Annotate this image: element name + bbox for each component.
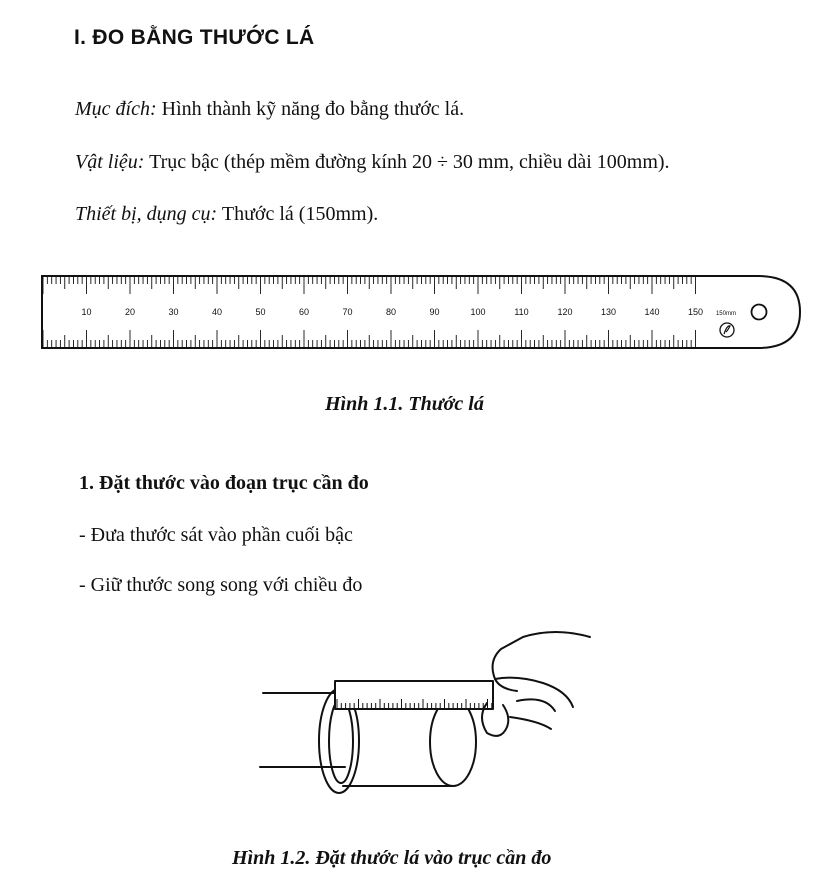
figure-2-caption: Hình 1.2. Đặt thước lá vào trục cần đo <box>232 847 552 869</box>
ruler-tick-label: 60 <box>298 307 310 317</box>
purpose-label: Mục đích: <box>75 98 157 120</box>
ruler-tick-label: 70 <box>342 307 353 317</box>
shoulder-inner-face <box>329 699 353 783</box>
ruler-tick-label: 120 <box>557 307 573 317</box>
hand-index-finger <box>493 632 590 679</box>
figure-1-caption: Hình 1.1. Thước lá <box>325 393 484 415</box>
purpose-text: Hình thành kỹ năng đo bằng thước lá. <box>156 98 465 120</box>
equipment-line <box>75 203 378 226</box>
ruler-tick-label: 90 <box>429 307 440 317</box>
ruler-tick-label: 140 <box>644 307 660 317</box>
ruler-tick-label: 150 <box>687 307 704 317</box>
step-1-title: 1. Đặt thước vào đoạn trục cần đo <box>79 472 369 494</box>
ruler-tick-label: 30 <box>168 307 179 317</box>
ruler-tick-label: 110 <box>514 307 529 317</box>
purpose-line <box>75 98 464 121</box>
section-title: I. ĐO BẰNG THƯỚC LÁ <box>74 26 315 49</box>
equipment-label: Thiết bị, dụng cụ: <box>75 203 218 225</box>
material-text: Trục bậc (thép mềm đường kính 20 ÷ 30 mm, chiều dài 100mm). <box>144 151 670 173</box>
ruler-tick-label: 40 <box>211 307 223 317</box>
ruler-tick-label: 100 <box>470 307 486 317</box>
ruler-tick-label: 50 <box>255 307 266 317</box>
ruler-tick-label: 10 <box>81 307 92 317</box>
finger-crease <box>495 679 517 691</box>
equipment-text: Thước lá (150mm). <box>217 203 379 225</box>
ruler-tick-label: 20 <box>124 307 136 317</box>
ruler-outline <box>42 276 800 348</box>
shaft-measuring-figure <box>255 625 615 815</box>
bullet-item: - Đưa thước sát vào phần cuối bậc <box>79 524 353 546</box>
steel-ruler-figure <box>36 270 804 354</box>
material-label: Vật liệu: <box>75 151 145 173</box>
ruler-tick-label: 130 <box>600 307 617 317</box>
ruler-tick-label: 150mm <box>715 311 736 317</box>
bullet-item: - Giữ thước song song với chiều đo <box>79 574 363 596</box>
ruler-tick-label: 80 <box>385 307 397 317</box>
shaft-end-face <box>430 698 476 786</box>
material-line <box>75 151 670 174</box>
hand-back <box>495 678 573 707</box>
thumb-line <box>510 717 551 729</box>
palm-line <box>517 699 555 711</box>
